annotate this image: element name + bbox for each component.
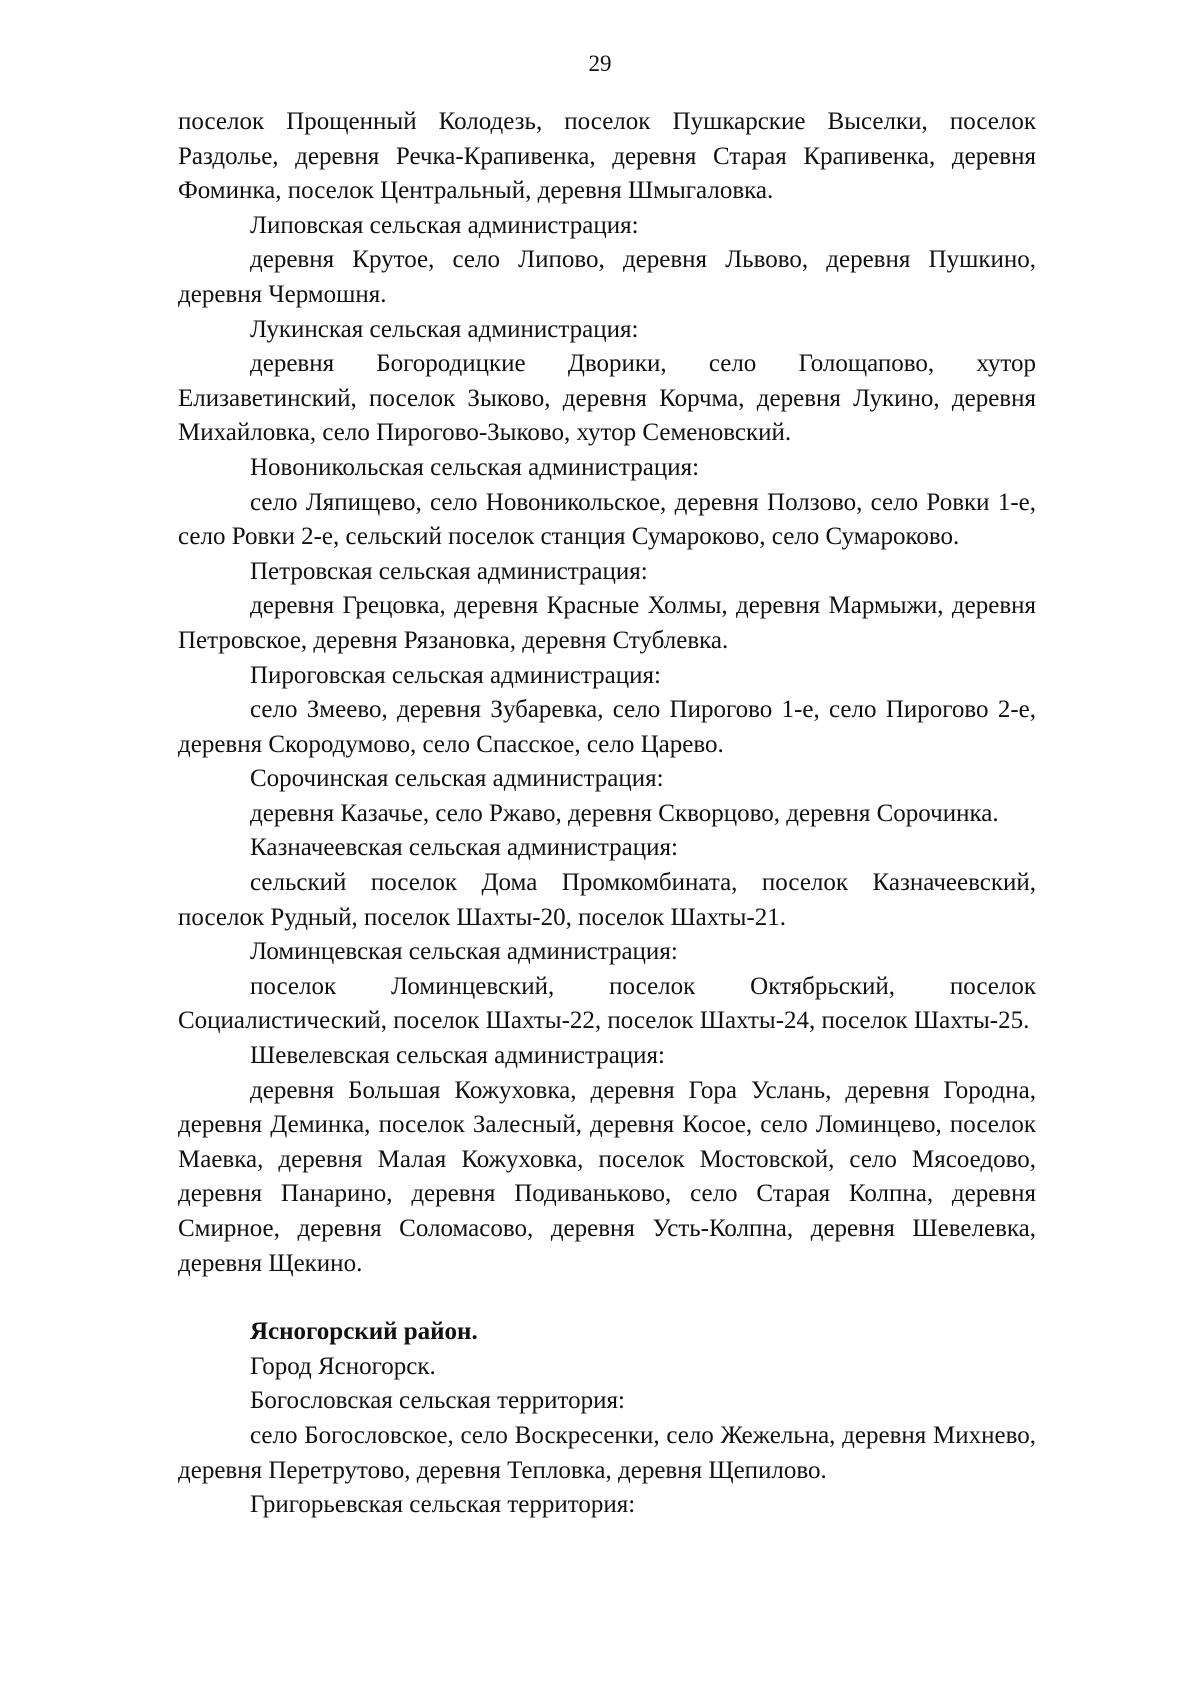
admin-heading-pirogovskaya: Пироговская сельская администрация: (250, 661, 661, 689)
admin-heading-sorochinskaya: Сорочинская сельская администрация: (250, 765, 664, 793)
admin-heading-petrovskaya: Петровская сельская администрация: (250, 557, 648, 585)
document-body (178, 105, 1036, 1523)
city-line: Город Ясногорск. (250, 1352, 436, 1380)
paragraph-continuation: поселок Прощенный Колодезь, поселок Пушкарские Выселки, поселок Раздолье, деревня Речка-Крапивенка, деревня Старая Крапивенка, деревня Фоминка, поселок Центральный, деревня Шмыгаловка. (178, 108, 1036, 205)
settlement-list-lipovskaya: деревня Крутое, село Липово, деревня Львово, деревня Пушкино, деревня Чермошня. (178, 246, 1036, 308)
admin-heading-shevelevskaya: Шевелевская сельская администрация: (250, 1042, 665, 1070)
admin-heading-lukinskaya: Лукинская сельская администрация: (250, 315, 639, 343)
settlement-list-lukinskaya: деревня Богородицкие Дворики, село Голощапово, хутор Елизаветинский, поселок Зыково, деревня Корчма, деревня Лукино, деревня Михайловка, село Пирогово-Зыково, хутор Семеновский. (178, 350, 1036, 447)
settlement-list-sorochinskaya: деревня Казачье, село Ржаво, деревня Скворцово, деревня Сорочинка. (250, 799, 999, 827)
settlement-list-pirogovskaya: село Змеево, деревня Зубаревка, село Пирогово 1-е, село Пирогово 2-е, деревня Скородумово, село Спасское, село Царево. (178, 696, 1036, 758)
admin-heading-lomintsevskaya: Ломинцевская сельская администрация: (250, 938, 678, 966)
district-heading: Ясногорский район. (250, 1318, 478, 1346)
settlement-list-shevelevskaya: деревня Большая Кожуховка, деревня Гора Услань, деревня Городна, деревня Деминка, поселок Залесный, деревня Косое, село Ломинцево, поселок Маевка, деревня Малая Кожуховка, поселок Мостовской, село Мясоедово, деревня Панарино, деревня Подиваньково, село Старая Колпна, деревня Смирное, деревня Соломасово, деревня Усть-Колпна, деревня Шевелевка, деревня Щекино. (178, 1076, 1036, 1277)
settlement-list-kaznacheevskaya: сельский поселок Дома Промкомбината, поселок Казначеевский, поселок Рудный, поселок Шахты-20, поселок Шахты-21. (178, 869, 1036, 931)
settlement-list-petrovskaya: деревня Грецовка, деревня Красные Холмы, деревня Мармыжи, деревня Петровское, деревня Рязановка, деревня Стублевка. (178, 592, 1036, 654)
territory-heading-grigorievskaya: Григорьевская сельская территория: (250, 1491, 636, 1519)
page-number: 29 (588, 51, 612, 76)
settlement-list-novonikolskaya: село Ляпищево, село Новоникольское, деревня Ползово, село Ровки 1-е, село Ровки 2-е, сельский поселок станция Сумароково, село Сумароково. (178, 488, 1036, 551)
territory-heading-bogoslovskaya: Богословская сельская территория: (250, 1387, 625, 1415)
settlement-list-lomintsevskaya: поселок Ломинцевский, поселок Октябрьский, поселок Социалистический, поселок Шахты-22, поселок Шахты-24, поселок Шахты-25. (178, 972, 1036, 1035)
settlement-list-bogoslovskaya: село Богословское, село Воскресенки, село Жежельна, деревня Михнево, деревня Перетрутово, деревня Тепловка, деревня Щепилово. (178, 1421, 1036, 1484)
admin-heading-novonikolskaya: Новоникольская сельская администрация: (250, 453, 700, 481)
admin-heading-lipovskaya: Липовская сельская администрация: (250, 211, 639, 239)
admin-heading-kaznacheevskaya: Казначеевская сельская администрация: (250, 834, 678, 862)
